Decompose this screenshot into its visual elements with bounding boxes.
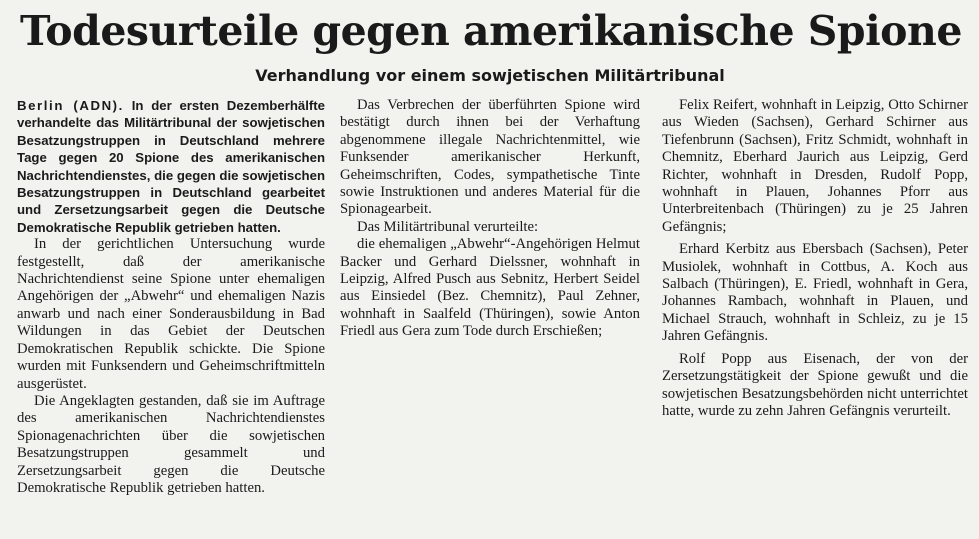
paragraph-10-years: Rolf Popp aus Eisenach, der von der Zersetzungstätigkeit der Spione gewußt und die sowjetischen Besatzungsbehörden nicht unterrichtet hatte, wurde zu zehn Jahren Gefängnis verurteilt. [662,350,968,419]
column-1 [17,97,325,497]
paragraph-25-years: Felix Reifert, wohnhaft in Leipzig, Otto Schirner aus Wieden (Sachsen), Gerhard Schirner aus Tiefenbrunn (Sachsen), Fritz Schmidt, wohnhaft in Chemnitz, Eberhard Jaurich aus Leipzig, Gerd Richter, wohnhaft in Dresden, Rudolf Popp, wohnhaft in Plauen, Johannes Pforr aus Unterbreitenbach (Thüringen) zu je 25 Jahren Gefängnis; [662,97,968,235]
paragraph-evidence: Das Verbrechen der überführten Spione wird bestätigt durch ihnen bei der Verhaftung abgenommene illegale Nachrichtenmittel, wie Funksender amerikanischer Herkunft, Geheimschriften, Codes, sympathetische Tinte sowie Instruktionen und anderes Material für die Spionagearbeit. [340,97,640,218]
paragraph-verdict-intro: Das Militärtribunal verurteilte: [357,218,539,235]
lead-paragraph [17,97,325,236]
paragraph-death-sentences: die ehemaligen „Abwehr“-Angehörigen Helmut Backer und Gerhard Dielssner, wohnhaft in Leipzig, Alfred Pusch aus Sebnitz, Herbert Seidel aus Einsiedel (Bez. Chemnitz), Paul Zehner, wohnhaft in Saalfeld (Thüringen), sowie Anton Friedl aus Gera zum Tode durch Erschießen; [340,236,640,340]
column-2 [340,97,640,341]
lead-text: In der ersten Dezemberhälfte verhandelte das Militärtribunal der sowjetischen Besatzungstruppen in Deutschland mehrere Tage gegen 20 Spione des amerikanischen Nachrichtendienstes, die gegen die sowjetischen Besatzungstruppen in Deutschland gearbeitet und Zersetzungsarbeit gegen die Deutsche Demokratische Republik getrieben hatten. [17,98,326,235]
article-headline: Todesurteile gegen amerikanische Spione [20,7,962,55]
article-subheadline: Verhandlung vor einem sowjetischen Militärtribunal [255,66,725,85]
paragraph-confession: Die Angeklagten gestanden, daß sie im Auftrage des amerikanischen Nachrichtendienstes Spionagenachrichten über die sowjetischen Besatzungstruppen gesammelt und Zersetzungsarbeit gegen die Deutsche Demokratische Republik getrieben hatten. [17,392,325,496]
dateline: Berlin (ADN). [17,98,124,113]
column-3 [662,97,968,420]
paragraph-15-years: Erhard Kerbitz aus Ebersbach (Sachsen), Peter Musiolek, wohnhaft in Cottbus, A. Koch aus Salbach (Thüringen), E. Friedl, wohnhaft in Gera, Johannes Rambach, wohnhaft in Plauen, und Michael Strauch, wohnhaft in Schleiz, zu je 15 Jahren Gefängnis. [662,241,968,345]
paragraph-investigation: In der gerichtlichen Untersuchung wurde festgestellt, daß der amerikanische Nachrichtendienst seine Spione unter ehemaligen Angehörigen der „Abwehr“ und ehemaligen Nazis anwarb und nach einer Sonderausbildung in Bad Wildungen in das Gebiet der Deutschen Demokratischen Republik schickte. Die Spione wurden mit Funksendern und Geheimschriftmitteln ausgerüstet. [17,236,325,392]
